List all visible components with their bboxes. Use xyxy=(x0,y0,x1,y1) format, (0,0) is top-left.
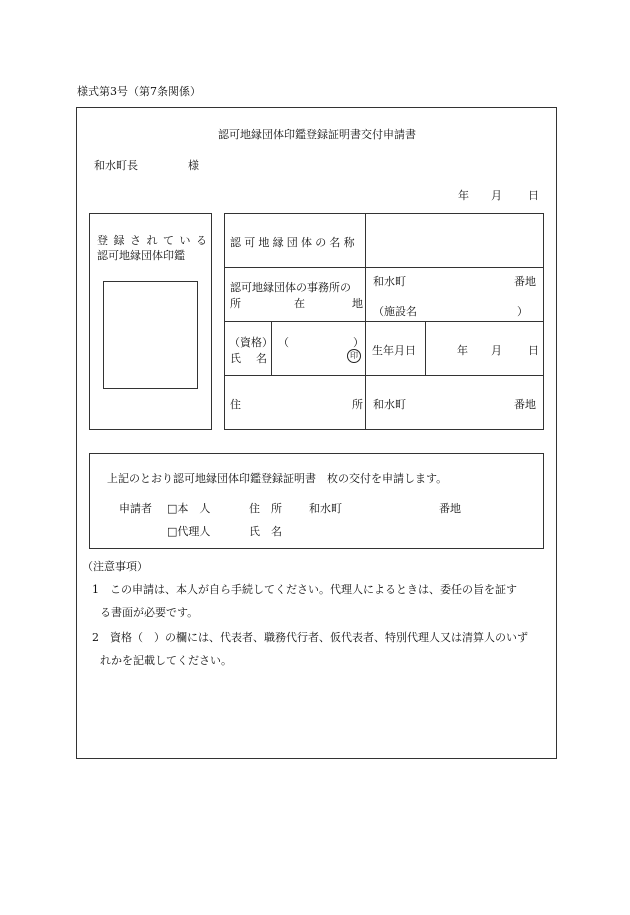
applicant-label: 申請者 xyxy=(119,502,152,515)
office-label-line2-a: 所 xyxy=(230,297,241,310)
table-row-divider xyxy=(224,267,544,268)
application-statement: 上記のとおり認可地縁団体印鑑登録証明書 枚の交付を申請します。 xyxy=(107,472,448,485)
form-number: 様式第3号（第7条関係） xyxy=(77,85,201,98)
org-name-label: 認可地縁団体の名称 xyxy=(230,236,358,249)
seal-box-label-line1-text: 登録されている xyxy=(97,234,213,247)
option-self-checkbox[interactable]: □本 人 xyxy=(167,502,211,515)
seal-mark-icon: 印 xyxy=(347,349,361,363)
birthdate-divider xyxy=(425,321,426,375)
table-row-divider xyxy=(224,321,544,322)
form-title: 認可地縁団体印鑑登録証明書交付申請書 xyxy=(218,128,416,141)
office-facility-close: ） xyxy=(517,305,528,318)
addressee-honorific: 様 xyxy=(188,159,199,172)
seal-mark xyxy=(347,348,361,363)
note-item-1-line1: 1 この申請は、本人が自ら手続してください。代理人によるときは、委任の旨を証す xyxy=(92,583,517,596)
org-name-field[interactable] xyxy=(367,215,543,266)
seal-box-label-line1 xyxy=(97,232,213,248)
date-month-label: 月 xyxy=(491,189,502,202)
office-label-line2-c: 地 xyxy=(352,297,363,310)
office-town: 和水町 xyxy=(373,275,406,288)
birth-month-label: 月 xyxy=(491,344,502,357)
office-banchi: 番地 xyxy=(514,275,536,288)
office-label-line1: 認可地縁団体の事務所の xyxy=(230,281,351,294)
option-agent-checkbox[interactable]: □代理人 xyxy=(167,525,211,538)
date-day-label: 日 xyxy=(528,189,539,202)
applicant-address-label: 住 所 xyxy=(249,502,282,515)
office-label-line2-b: 在 xyxy=(294,297,305,310)
address-town: 和水町 xyxy=(373,398,406,411)
note-item-1-line2: る書面が必要です。 xyxy=(100,606,199,619)
qualification-label: （資格） xyxy=(229,336,273,349)
address-banchi: 番地 xyxy=(514,398,536,411)
table-row-divider xyxy=(224,375,544,376)
date-year-label: 年 xyxy=(458,189,469,202)
note-item-2-line1: 2 資格（ ）の欄には、代表者、職務代行者、仮代表者、特別代理人又は清算人のいず xyxy=(92,631,528,644)
rep-name-label-b: 名 xyxy=(256,352,267,365)
office-facility-open: （施設名 xyxy=(373,305,417,318)
birthdate-label: 生年月日 xyxy=(372,344,416,357)
seal-box-label-line2: 認可地縁団体印鑑 xyxy=(97,249,185,262)
notes-heading: （注意事項） xyxy=(82,560,148,573)
applicant-name-label: 氏 名 xyxy=(249,525,282,538)
birth-day-label: 日 xyxy=(528,344,539,357)
applicant-address-town: 和水町 xyxy=(309,502,342,515)
applicant-address-banchi: 番地 xyxy=(439,502,461,515)
rep-name-label-a: 氏 xyxy=(230,352,241,365)
qualification-paren-open: （ xyxy=(278,336,289,349)
birth-year-label: 年 xyxy=(457,344,468,357)
address-label-a: 住 xyxy=(230,398,241,411)
note-item-2-line2: れかを記載してください。 xyxy=(100,654,232,667)
address-label-b: 所 xyxy=(352,398,363,411)
addressee-name: 和水町長 xyxy=(94,159,138,172)
qualification-paren-close: ） xyxy=(353,336,364,349)
seal-impression-area[interactable] xyxy=(103,281,198,389)
